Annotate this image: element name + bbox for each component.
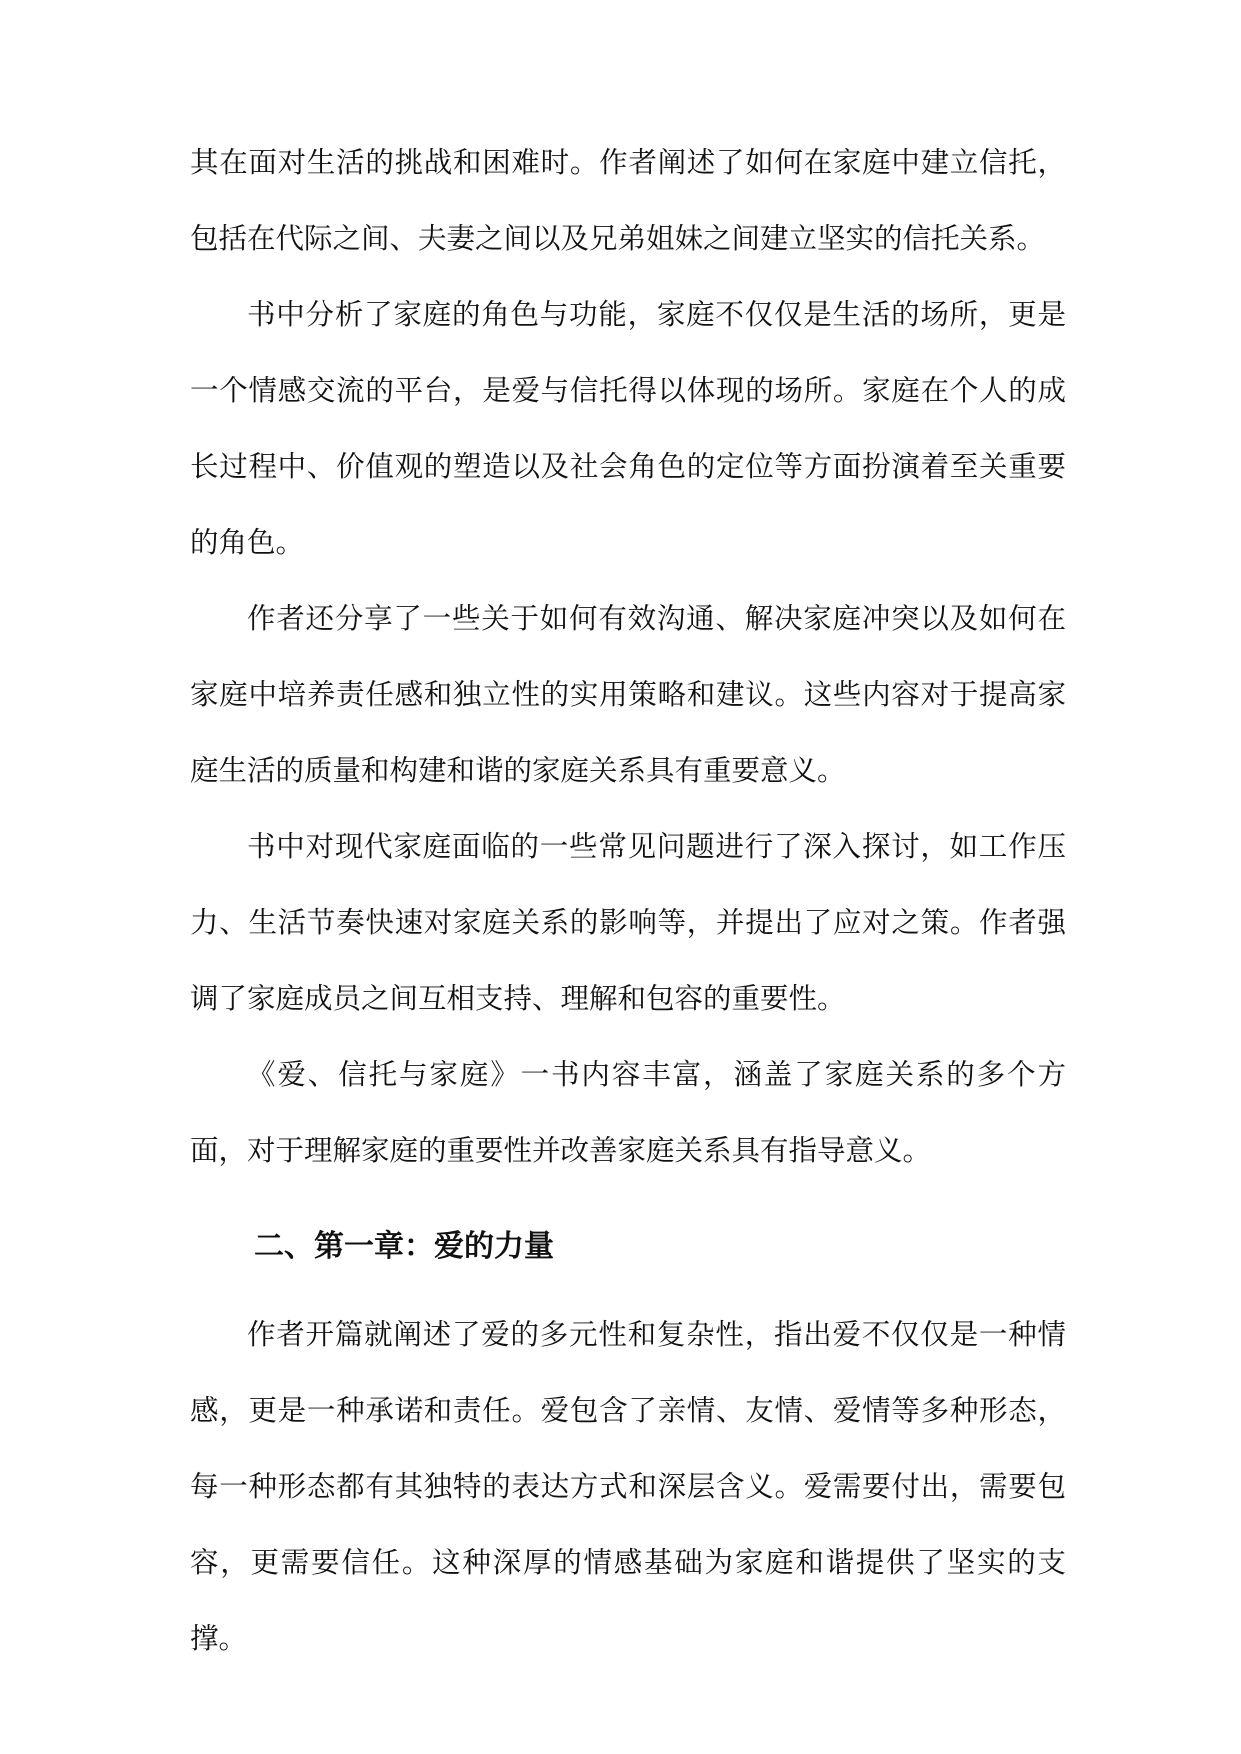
paragraph-book-summary: 《爱、信托与家庭》一书内容丰富，涵盖了家庭关系的多个方面，对于理解家庭的重要性并改善家庭关系具有指导意义。 xyxy=(190,1058,1066,1167)
paragraph-power-of-love: 作者开篇就阐述了爱的多元性和复杂性，指出爱不仅仅是一种情感，更是一种承诺和责任。爱包含了亲情、友情、爱情等多种形态，每一种形态都有其独特的表达方式和深层含义。爱需要付出，需要包容，更需要信任。这种深厚的情感基础为家庭和谐提供了坚实的支撑。 xyxy=(190,1318,1066,1655)
paragraph-continuation: 其在面对生活的挑战和困难时。作者阐述了如何在家庭中建立信托，包括在代际之间、夫妻之间以及兄弟姐妹之间建立坚实的信托关系。 xyxy=(190,146,1066,255)
paragraph-communication-strategies: 作者还分享了一些关于如何有效沟通、解决家庭冲突以及如何在家庭中培养责任感和独立性的实用策略和建议。这些内容对于提高家庭生活的质量和构建和谐的家庭关系具有重要意义。 xyxy=(190,602,1066,787)
paragraph-modern-family-issues: 书中对现代家庭面临的一些常见问题进行了深入探讨，如工作压力、生活节奏快速对家庭关系的影响等，并提出了应对之策。作者强调了家庭成员之间互相支持、理解和包容的重要性。 xyxy=(190,830,1066,1015)
section-heading: 二、第一章：爱的力量 xyxy=(254,1229,554,1264)
document-body xyxy=(190,125,1066,1677)
paragraph-family-roles: 书中分析了家庭的角色与功能，家庭不仅仅是生活的场所，更是一个情感交流的平台，是爱与信托得以体现的场所。家庭在个人的成长过程中、价值观的塑造以及社会角色的定位等方面扮演着至关重要的角色。 xyxy=(190,298,1066,559)
